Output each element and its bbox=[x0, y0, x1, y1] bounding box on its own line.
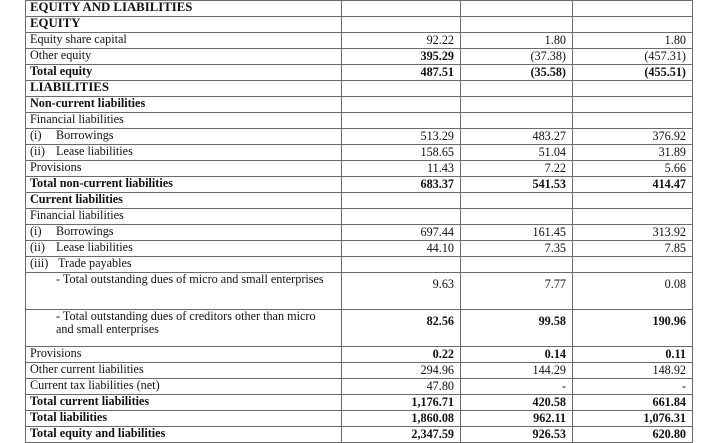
table-row bbox=[26, 225, 693, 241]
row-label bbox=[26, 145, 342, 161]
table-row bbox=[26, 363, 693, 379]
row-label bbox=[26, 427, 342, 443]
row-label bbox=[26, 161, 342, 177]
value-col-2 bbox=[461, 209, 573, 225]
row-label-text: Non-current liabilities bbox=[30, 96, 146, 110]
value-col-1: 158.65 bbox=[342, 145, 461, 161]
value-col-1 bbox=[342, 113, 461, 129]
value-col-3 bbox=[573, 193, 693, 209]
value-col-2: (37.38) bbox=[461, 49, 573, 65]
row-label bbox=[26, 65, 342, 81]
row-label-text: Financial liabilities bbox=[30, 112, 124, 126]
value-col-3: (457.31) bbox=[573, 49, 693, 65]
value-col-1: 82.56 bbox=[342, 310, 461, 347]
value-col-1 bbox=[342, 97, 461, 113]
row-label-text: Total current liabilities bbox=[30, 394, 150, 408]
row-label-text: Lease liabilities bbox=[56, 144, 133, 158]
value-col-3 bbox=[573, 1, 693, 17]
value-col-1: 294.96 bbox=[342, 363, 461, 379]
row-label-text: EQUITY AND LIABILITIES bbox=[30, 0, 193, 14]
value-col-2 bbox=[461, 193, 573, 209]
value-col-2 bbox=[461, 81, 573, 97]
value-col-2: 144.29 bbox=[461, 363, 573, 379]
row-label-text: Provisions bbox=[30, 346, 82, 360]
value-col-2 bbox=[461, 1, 573, 17]
row-label-text: Total liabilities bbox=[30, 410, 108, 424]
row-prefix: (i) bbox=[30, 128, 42, 142]
value-col-1: 44.10 bbox=[342, 241, 461, 257]
row-label bbox=[26, 257, 342, 273]
value-col-2: (35.58) bbox=[461, 65, 573, 81]
row-label bbox=[26, 273, 342, 310]
row-label-text: - Total outstanding dues of micro and small enterprises bbox=[56, 272, 324, 286]
value-col-2: 926.53 bbox=[461, 427, 573, 443]
value-col-2 bbox=[461, 113, 573, 129]
value-col-2 bbox=[461, 17, 573, 33]
value-col-3: 190.96 bbox=[573, 310, 693, 347]
value-col-3: (455.51) bbox=[573, 65, 693, 81]
table-row bbox=[26, 209, 693, 225]
value-col-3 bbox=[573, 17, 693, 33]
row-label-text: Total non-current liabilities bbox=[30, 176, 173, 190]
value-col-2: 161.45 bbox=[461, 225, 573, 241]
table-row bbox=[26, 310, 693, 347]
table-row bbox=[26, 395, 693, 411]
value-col-3 bbox=[573, 97, 693, 113]
row-label-text: Trade payables bbox=[58, 256, 132, 270]
table-row bbox=[26, 65, 693, 81]
row-prefix: (ii) bbox=[30, 240, 45, 254]
row-label bbox=[26, 113, 342, 129]
value-col-3: 661.84 bbox=[573, 395, 693, 411]
row-label bbox=[26, 241, 342, 257]
value-col-2: 420.58 bbox=[461, 395, 573, 411]
row-label bbox=[26, 17, 342, 33]
value-col-1: 487.51 bbox=[342, 65, 461, 81]
table-row bbox=[26, 81, 693, 97]
value-col-1: 513.29 bbox=[342, 129, 461, 145]
value-col-1: 1,176.71 bbox=[342, 395, 461, 411]
row-label bbox=[26, 97, 342, 113]
row-label-text: EQUITY bbox=[30, 16, 81, 30]
row-label bbox=[26, 209, 342, 225]
value-col-3: 620.80 bbox=[573, 427, 693, 443]
table-row bbox=[26, 347, 693, 363]
table-row bbox=[26, 177, 693, 193]
value-col-1 bbox=[342, 193, 461, 209]
row-label-text: Other current liabilities bbox=[30, 362, 144, 376]
table-row bbox=[26, 193, 693, 209]
row-label bbox=[26, 225, 342, 241]
table-row bbox=[26, 145, 693, 161]
table-row bbox=[26, 427, 693, 443]
table-row bbox=[26, 161, 693, 177]
value-col-2: 7.22 bbox=[461, 161, 573, 177]
table-row bbox=[26, 379, 693, 395]
value-col-3: 414.47 bbox=[573, 177, 693, 193]
value-col-1: 395.29 bbox=[342, 49, 461, 65]
table-row bbox=[26, 97, 693, 113]
value-col-2 bbox=[461, 257, 573, 273]
value-col-2: 541.53 bbox=[461, 177, 573, 193]
value-col-2: 0.14 bbox=[461, 347, 573, 363]
row-label-text: Total equity bbox=[30, 64, 93, 78]
value-col-3: 0.08 bbox=[573, 273, 693, 310]
row-label-text: Equity share capital bbox=[30, 32, 127, 46]
row-label-text: LIABILITIES bbox=[30, 80, 109, 94]
value-col-1: 0.22 bbox=[342, 347, 461, 363]
value-col-1 bbox=[342, 17, 461, 33]
row-label-text: - Total outstanding dues of creditors other than micro and small enterprises bbox=[56, 309, 316, 336]
table-row bbox=[26, 113, 693, 129]
value-col-3: 7.85 bbox=[573, 241, 693, 257]
value-col-2: 7.77 bbox=[461, 273, 573, 310]
value-col-3: 313.92 bbox=[573, 225, 693, 241]
row-label bbox=[26, 395, 342, 411]
value-col-1: 2,347.59 bbox=[342, 427, 461, 443]
value-col-3: 1.80 bbox=[573, 33, 693, 49]
value-col-2: - bbox=[461, 379, 573, 395]
value-col-2: 962.11 bbox=[461, 411, 573, 427]
row-label bbox=[26, 177, 342, 193]
table-row bbox=[26, 1, 693, 17]
row-label bbox=[26, 411, 342, 427]
table-row bbox=[26, 49, 693, 65]
value-col-1 bbox=[342, 81, 461, 97]
row-label-text: Borrowings bbox=[56, 128, 114, 142]
value-col-3: 1,076.31 bbox=[573, 411, 693, 427]
row-label bbox=[26, 310, 342, 347]
value-col-3 bbox=[573, 113, 693, 129]
table-row bbox=[26, 411, 693, 427]
value-col-1: 697.44 bbox=[342, 225, 461, 241]
row-prefix: (iii) bbox=[30, 256, 49, 270]
row-prefix: (i) bbox=[30, 224, 42, 238]
value-col-1 bbox=[342, 1, 461, 17]
value-col-3: - bbox=[573, 379, 693, 395]
value-col-2: 99.58 bbox=[461, 310, 573, 347]
row-label bbox=[26, 129, 342, 145]
row-label-text: Total equity and liabilities bbox=[30, 426, 166, 440]
value-col-1: 9.63 bbox=[342, 273, 461, 310]
table-row bbox=[26, 17, 693, 33]
value-col-1: 11.43 bbox=[342, 161, 461, 177]
row-label bbox=[26, 1, 342, 17]
value-col-1: 47.80 bbox=[342, 379, 461, 395]
balance-sheet-table bbox=[25, 0, 693, 443]
row-prefix: (ii) bbox=[30, 144, 45, 158]
row-label bbox=[26, 193, 342, 209]
value-col-3: 0.11 bbox=[573, 347, 693, 363]
row-label bbox=[26, 49, 342, 65]
row-label bbox=[26, 81, 342, 97]
table-row bbox=[26, 33, 693, 49]
value-col-2: 483.27 bbox=[461, 129, 573, 145]
value-col-3: 5.66 bbox=[573, 161, 693, 177]
row-label-text: Other equity bbox=[30, 48, 92, 62]
table-row bbox=[26, 273, 693, 310]
value-col-2: 51.04 bbox=[461, 145, 573, 161]
value-col-3 bbox=[573, 257, 693, 273]
row-label-text: Borrowings bbox=[56, 224, 114, 238]
value-col-3: 376.92 bbox=[573, 129, 693, 145]
value-col-1 bbox=[342, 209, 461, 225]
row-label-text: Provisions bbox=[30, 160, 82, 174]
value-col-3 bbox=[573, 81, 693, 97]
table-row bbox=[26, 257, 693, 273]
value-col-1: 92.22 bbox=[342, 33, 461, 49]
row-label bbox=[26, 33, 342, 49]
value-col-2 bbox=[461, 97, 573, 113]
table-row bbox=[26, 129, 693, 145]
value-col-2: 7.35 bbox=[461, 241, 573, 257]
value-col-3: 31.89 bbox=[573, 145, 693, 161]
value-col-1: 1,860.08 bbox=[342, 411, 461, 427]
value-col-3 bbox=[573, 209, 693, 225]
value-col-1: 683.37 bbox=[342, 177, 461, 193]
row-label-text: Current tax liabilities (net) bbox=[30, 378, 160, 392]
row-label-text: Financial liabilities bbox=[30, 208, 124, 222]
row-label-text: Lease liabilities bbox=[56, 240, 133, 254]
table-row bbox=[26, 241, 693, 257]
value-col-3: 148.92 bbox=[573, 363, 693, 379]
row-label bbox=[26, 379, 342, 395]
value-col-1 bbox=[342, 257, 461, 273]
row-label-text: Current liabilities bbox=[30, 192, 123, 206]
value-col-2: 1.80 bbox=[461, 33, 573, 49]
row-label bbox=[26, 347, 342, 363]
row-label bbox=[26, 363, 342, 379]
